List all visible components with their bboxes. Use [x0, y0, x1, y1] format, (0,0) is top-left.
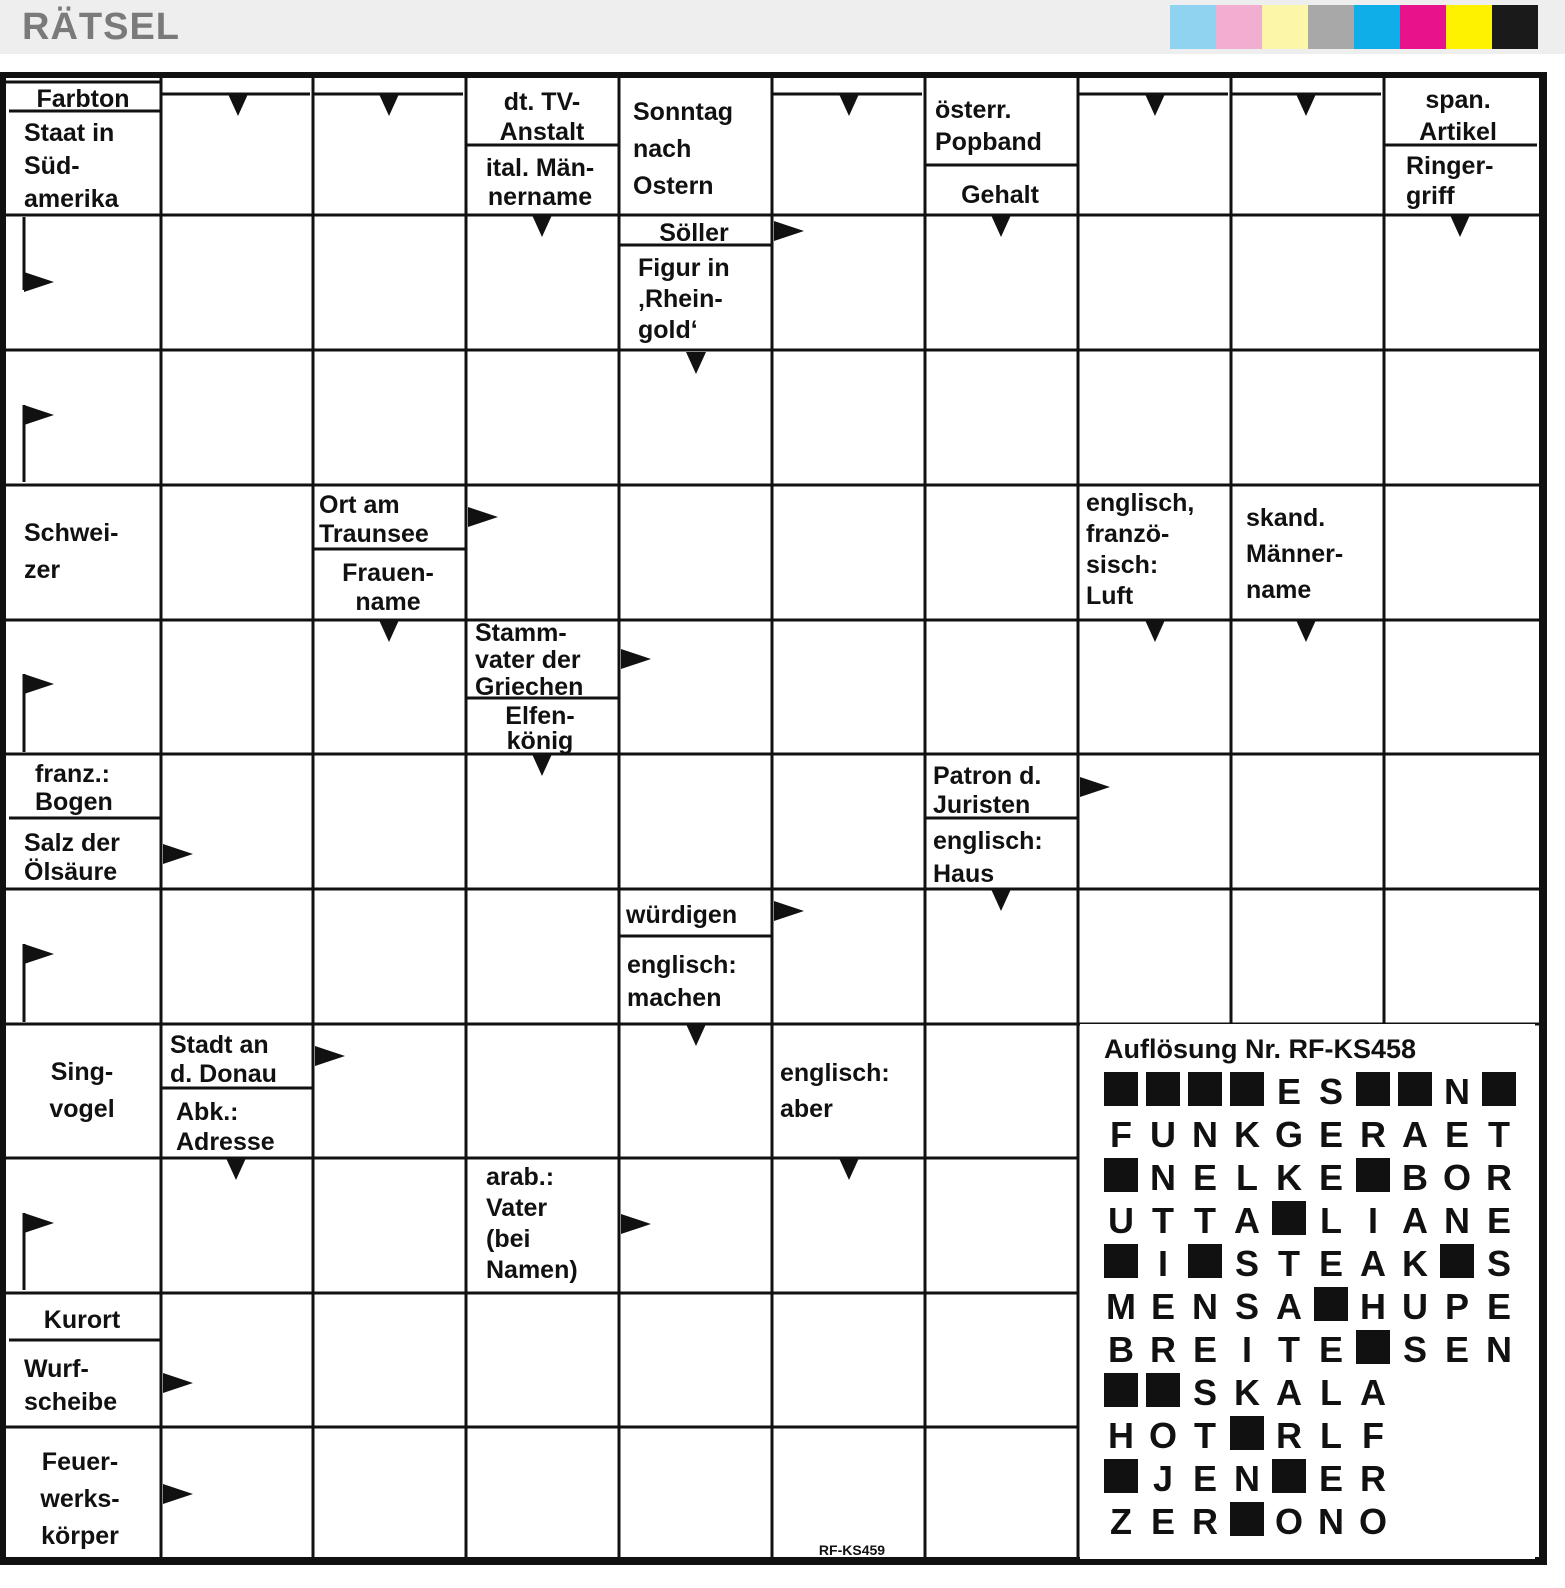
- clue-line: franz.:: [35, 760, 110, 788]
- solution-letter: O: [1442, 1157, 1472, 1198]
- clue-line: Figur in: [638, 254, 730, 282]
- clue-line: Ölsäure: [24, 858, 118, 886]
- clue-line: scheibe: [24, 1388, 118, 1416]
- clue-englisch-haus: [933, 827, 1043, 888]
- clue-line: gold‘: [638, 316, 698, 344]
- solution-letter: G: [1274, 1114, 1304, 1155]
- clue-kurort: Kurort: [43, 1306, 121, 1334]
- clue-line: Stamm-: [475, 619, 567, 647]
- solution-letter: E: [1318, 1329, 1344, 1370]
- solution-letter: I: [1241, 1329, 1253, 1370]
- solution-letter: K: [1402, 1243, 1428, 1284]
- color-swatch: [1492, 5, 1538, 49]
- solution-letter: A: [1402, 1200, 1428, 1241]
- clue-line: sisch:: [1086, 551, 1159, 579]
- clue-line: aber: [780, 1095, 833, 1123]
- solution-black-cell: [1314, 1287, 1348, 1321]
- clue-line: könig: [506, 727, 574, 755]
- solution-letter: T: [1488, 1114, 1510, 1155]
- clue-line: Männer-: [1246, 540, 1344, 568]
- solution-letter: E: [1486, 1200, 1512, 1241]
- solution-letter: J: [1152, 1458, 1174, 1499]
- clue-line: Traunsee: [319, 520, 429, 548]
- clue-line: vater der: [475, 646, 581, 674]
- clue-wurfscheibe: [24, 1355, 117, 1416]
- clue-line: Griechen: [475, 673, 584, 701]
- clue-line: Luft: [1086, 582, 1134, 610]
- clue-skand-maennername: [1246, 504, 1343, 604]
- solution-letter: U: [1402, 1286, 1428, 1327]
- solution-letter: O: [1148, 1415, 1178, 1456]
- solution-letter: S: [1486, 1243, 1512, 1284]
- clue-line: Staat in: [24, 119, 115, 147]
- solution-black-cell: [1230, 1072, 1264, 1106]
- clue-line: Artikel: [1419, 118, 1497, 146]
- clue-line: Haus: [933, 860, 995, 888]
- clue-line: zer: [24, 556, 61, 584]
- solution-letter: S: [1234, 1286, 1260, 1327]
- clue-line: englisch:: [627, 951, 737, 979]
- solution-letter: N: [1192, 1114, 1218, 1155]
- solution-letter: U: [1150, 1114, 1176, 1155]
- clue-line: arab.:: [486, 1163, 555, 1191]
- color-swatch: [1354, 5, 1400, 49]
- solution-letter: B: [1402, 1157, 1428, 1198]
- clue-line: nach: [633, 135, 692, 163]
- clue-line: Stadt an: [170, 1031, 269, 1059]
- solution-black-cell: [1104, 1244, 1138, 1278]
- solution-black-cell: [1482, 1072, 1516, 1106]
- clue-line: Abk.:: [176, 1098, 239, 1126]
- solution-letter: A: [1360, 1372, 1386, 1413]
- clue-englisch-aber: [780, 1059, 890, 1123]
- clue-englisch-machen: [627, 951, 737, 1012]
- clue-line: Popband: [935, 128, 1042, 156]
- clue-line: d. Donau: [170, 1060, 277, 1088]
- clue-feuerwerkskoerper: [39, 1448, 119, 1550]
- solution-black-cell: [1104, 1158, 1138, 1192]
- solution-letter: N: [1192, 1286, 1218, 1327]
- clue-line: Frauen-: [342, 559, 434, 587]
- crossword-grid: [0, 72, 1565, 1588]
- solution-black-cell: [1272, 1201, 1306, 1235]
- solution-letter: E: [1486, 1286, 1512, 1327]
- clue-line: Anstalt: [499, 118, 585, 146]
- page-title: RÄTSEL: [22, 6, 180, 48]
- clue-line: Schwei-: [24, 519, 119, 547]
- solution-letter: S: [1402, 1329, 1428, 1370]
- color-swatch: [1216, 5, 1262, 49]
- solution-letter: R: [1150, 1329, 1176, 1370]
- clue-figur-rheingold: [638, 254, 730, 344]
- solution-letter: E: [1318, 1157, 1344, 1198]
- solution-letter: A: [1234, 1200, 1260, 1241]
- color-swatch: [1446, 5, 1492, 49]
- solution-letter: R: [1276, 1415, 1302, 1456]
- solution-letter: T: [1194, 1200, 1216, 1241]
- solution-letter: A: [1360, 1243, 1386, 1284]
- solution-letter: F: [1362, 1415, 1384, 1456]
- clue-span-artikel: [1419, 86, 1497, 146]
- clue-line: dt. TV-: [503, 88, 581, 116]
- clue-singvogel: [49, 1058, 114, 1123]
- solution-letter: M: [1106, 1286, 1136, 1327]
- clue-oesterr-popband: [935, 96, 1042, 156]
- solution-black-cell: [1188, 1072, 1222, 1106]
- clue-line: nername: [487, 183, 593, 211]
- clue-line: machen: [627, 984, 722, 1012]
- color-swatch: [1262, 5, 1308, 49]
- solution-black-cell: [1230, 1502, 1264, 1536]
- clue-ital-maennername: [486, 154, 594, 211]
- solution-letter: R: [1192, 1501, 1218, 1542]
- clue-patron-juristen: [933, 762, 1041, 819]
- solution-letter: H: [1108, 1415, 1134, 1456]
- solution-letter: K: [1234, 1114, 1260, 1155]
- clue-gehalt: Gehalt: [961, 181, 1039, 209]
- down-arrows: [226, 94, 1470, 1180]
- solution-black-cell: [1440, 1244, 1474, 1278]
- clue-line: englisch:: [933, 827, 1043, 855]
- solution-black-cell: [1356, 1330, 1390, 1364]
- clue-line: werks-: [40, 1485, 120, 1513]
- color-calibration-strip: [1170, 5, 1538, 49]
- clue-line: englisch:: [780, 1059, 890, 1087]
- solution-letter: H: [1360, 1286, 1386, 1327]
- solution-letter: E: [1192, 1329, 1218, 1370]
- solution-letter: N: [1486, 1329, 1512, 1370]
- clue-line: (bei: [486, 1225, 531, 1253]
- solution-title: Auflösung Nr. RF-KS458: [1104, 1034, 1417, 1064]
- clue-line: skand.: [1246, 504, 1326, 532]
- solution-letter: N: [1444, 1200, 1470, 1241]
- clue-line: Bogen: [35, 788, 113, 816]
- solution-letter: U: [1108, 1200, 1134, 1241]
- clue-abk-adresse: [176, 1098, 275, 1156]
- clue-line: österr.: [935, 96, 1012, 124]
- clue-line: Süd-: [24, 152, 80, 180]
- clue-line: Ostern: [633, 172, 714, 200]
- solution-letter: N: [1318, 1501, 1344, 1542]
- clue-tv-anstalt: [500, 88, 585, 146]
- solution-letter: E: [1150, 1501, 1176, 1542]
- solution-letter: E: [1276, 1071, 1302, 1112]
- clue-line: Patron d.: [933, 762, 1042, 790]
- clue-line: Elfen-: [505, 702, 575, 730]
- solution-letter: A: [1276, 1372, 1302, 1413]
- solution-letter: T: [1278, 1329, 1300, 1370]
- clue-elfenkoenig: [505, 702, 574, 755]
- clue-stammvater-griechen: [475, 619, 583, 701]
- color-swatch: [1170, 5, 1216, 49]
- clue-line: ‚Rhein-: [638, 285, 723, 313]
- puzzle-code: RF-KS459: [818, 1542, 886, 1558]
- clue-line: griff: [1406, 182, 1455, 210]
- solution-letter: O: [1274, 1501, 1304, 1542]
- solution-letter: L: [1236, 1157, 1258, 1198]
- solution-black-cell: [1356, 1072, 1390, 1106]
- solution-letter: E: [1444, 1329, 1470, 1370]
- solution-black-cell: [1398, 1072, 1432, 1106]
- solution-black-cell: [1104, 1072, 1138, 1106]
- clue-stadt-donau: [170, 1031, 277, 1088]
- clue-wuerdigen: würdigen: [626, 901, 738, 929]
- solution-letter: T: [1278, 1243, 1300, 1284]
- clue-line: Wurf-: [24, 1355, 89, 1383]
- clue-line: vogel: [49, 1095, 115, 1123]
- solution-letter: O: [1358, 1501, 1388, 1542]
- clue-line: Adresse: [176, 1128, 275, 1156]
- solution-letter: L: [1320, 1200, 1342, 1241]
- clue-line: Vater: [486, 1194, 548, 1222]
- clue-line: Salz der: [24, 829, 120, 857]
- solution-letter: E: [1444, 1114, 1470, 1155]
- clue-line: Sonntag: [633, 98, 733, 126]
- clue-line: Feuer-: [41, 1448, 119, 1476]
- solution-letter: A: [1276, 1286, 1302, 1327]
- clue-schweizer: [24, 519, 118, 584]
- clue-franz-bogen: [35, 760, 113, 816]
- clue-arab-vater: [486, 1163, 578, 1284]
- clue-line: name: [1246, 576, 1312, 604]
- solution-letter: T: [1152, 1200, 1174, 1241]
- solution-letter: T: [1194, 1415, 1216, 1456]
- solution-black-cell: [1104, 1373, 1138, 1407]
- solution-letter: E: [1192, 1458, 1218, 1499]
- solution-letter: I: [1367, 1200, 1379, 1241]
- solution-black-cell: [1146, 1373, 1180, 1407]
- solution-letter: L: [1320, 1372, 1342, 1413]
- solution-black-cell: [1146, 1072, 1180, 1106]
- header-bar: [0, 0, 1565, 54]
- solution-black-cell: [1230, 1416, 1264, 1450]
- solution-letter: E: [1150, 1286, 1176, 1327]
- clue-line: name: [355, 588, 421, 616]
- color-swatch: [1308, 5, 1354, 49]
- clue-line: Sing-: [50, 1058, 114, 1086]
- clue-sonntag-nach-ostern: [633, 98, 733, 200]
- solution-letter: R: [1360, 1458, 1386, 1499]
- clue-line: Ringer-: [1406, 152, 1494, 180]
- solution-letter: P: [1444, 1286, 1470, 1327]
- clue-line: körper: [41, 1522, 119, 1550]
- solution-black-cell: [1104, 1459, 1138, 1493]
- clue-ort-traunsee: [319, 491, 429, 548]
- clue-line: Namen): [486, 1256, 578, 1284]
- clue-line: englisch,: [1086, 489, 1195, 517]
- solution-letter: E: [1192, 1157, 1218, 1198]
- solution-black-cell: [1356, 1158, 1390, 1192]
- solution-letter: I: [1157, 1243, 1169, 1284]
- solution-letter: K: [1276, 1157, 1302, 1198]
- clue-luft: [1086, 489, 1194, 610]
- solution-black-cell: [1272, 1459, 1306, 1493]
- solution-letter: S: [1234, 1243, 1260, 1284]
- solution-letter: N: [1234, 1458, 1260, 1499]
- solution-letter: B: [1108, 1329, 1134, 1370]
- solution-letter: S: [1318, 1071, 1344, 1112]
- solution-letter: N: [1150, 1157, 1176, 1198]
- clue-line: Ort am: [319, 491, 400, 519]
- solution-letter: E: [1318, 1243, 1344, 1284]
- clue-farbton: Farbton: [36, 85, 130, 113]
- clue-soeller: Söller: [659, 219, 729, 247]
- solution-letter: E: [1318, 1114, 1344, 1155]
- clue-line: span.: [1425, 86, 1491, 114]
- clue-line: amerika: [24, 185, 119, 213]
- solution-letter: S: [1192, 1372, 1218, 1413]
- solution-letter: Z: [1110, 1501, 1132, 1542]
- clue-line: franzö-: [1086, 520, 1170, 548]
- solution-letter: R: [1486, 1157, 1512, 1198]
- clue-salz-oelsaeure: [24, 829, 120, 886]
- solution-letter: R: [1360, 1114, 1386, 1155]
- solution-letter: K: [1234, 1372, 1260, 1413]
- solution-letter: F: [1110, 1114, 1132, 1155]
- solution-black-cell: [1188, 1244, 1222, 1278]
- color-swatch: [1400, 5, 1446, 49]
- clue-staat-suedamerika: [24, 119, 120, 213]
- solution-letter: A: [1402, 1114, 1428, 1155]
- solution-letter: N: [1444, 1071, 1470, 1112]
- clue-line: Juristen: [933, 791, 1031, 819]
- clue-line: ital. Män-: [485, 154, 595, 182]
- clue-ringergriff: [1406, 152, 1494, 210]
- solution-letter: E: [1318, 1458, 1344, 1499]
- solution-letter: L: [1320, 1415, 1342, 1456]
- clue-frauenname: [342, 559, 434, 616]
